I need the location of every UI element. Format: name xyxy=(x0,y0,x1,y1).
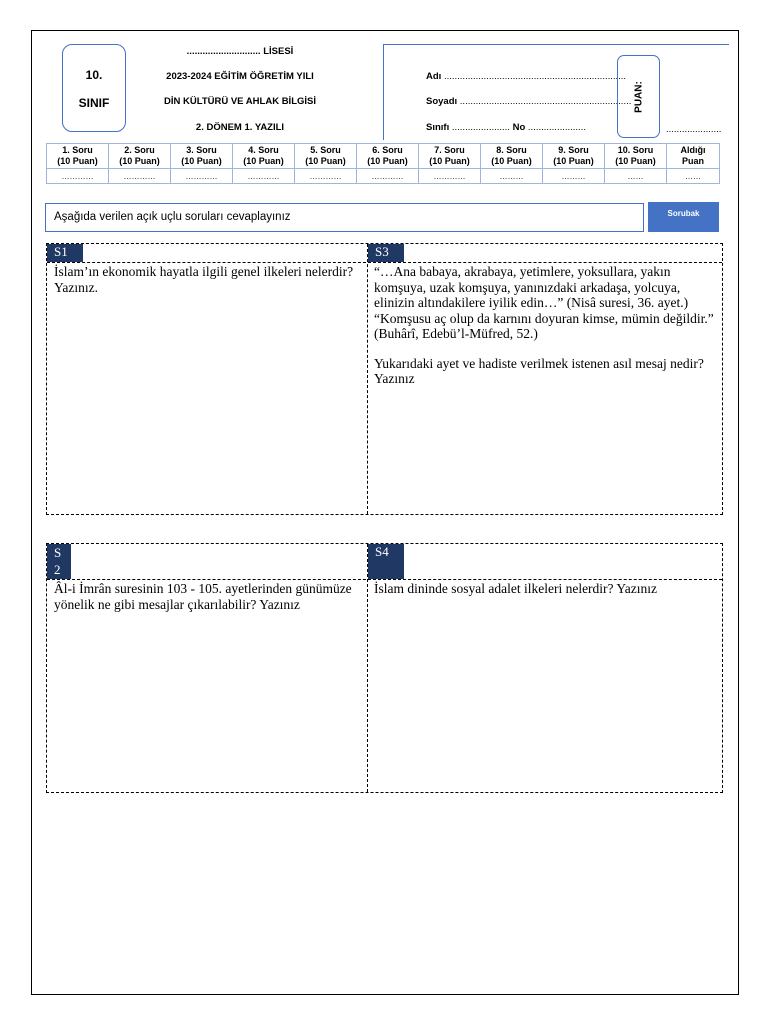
class-field-dots: ...................... xyxy=(451,122,510,133)
exam-title: 2. DÖNEM 1. YAZILI xyxy=(195,122,285,133)
course-name: DİN KÜLTÜRÜ VE AHLAK BİLGİSİ xyxy=(164,96,316,107)
sorubak-button[interactable]: Sorubak xyxy=(648,202,719,232)
score-cell[interactable]: ………… xyxy=(171,169,233,184)
student-name-field[interactable] xyxy=(426,71,626,82)
score-cell[interactable]: ………… xyxy=(47,169,109,184)
question-tag-s3: S3 xyxy=(368,244,404,262)
score-value-row xyxy=(47,169,720,184)
school-name: ............................ LİSESİ xyxy=(186,46,294,57)
score-cell[interactable]: ………… xyxy=(295,169,357,184)
academic-year: 2023-2024 EĞİTİM ÖĞRETİM YILI xyxy=(166,71,314,82)
puan-box xyxy=(617,55,660,138)
score-cell[interactable]: ……… xyxy=(481,169,543,184)
score-header-cell: 10. Soru (10 Puan) xyxy=(605,144,667,169)
info-border-left xyxy=(383,44,384,140)
surname-label: Soyadı xyxy=(426,96,458,107)
score-header-cell: 3. Soru (10 Puan) xyxy=(171,144,233,169)
column-divider xyxy=(367,244,368,514)
class-field-label: Sınıfı xyxy=(426,122,450,133)
score-cell[interactable]: ……… xyxy=(543,169,605,184)
score-cell[interactable]: ………… xyxy=(357,169,419,184)
question-tag-s2: S 2 xyxy=(47,544,71,579)
question-tag-s1: S1 xyxy=(47,244,83,262)
class-box xyxy=(62,44,126,132)
score-header-cell: 7. Soru (10 Puan) xyxy=(419,144,481,169)
score-header-row xyxy=(47,144,720,169)
question-text-s2: Âl-i İmrân suresinin 103 - 105. ayetlerinden günümüze yönelik ne gibi mesajlar çıkarılabilir? Yazınız xyxy=(54,581,352,612)
class-number: 10. xyxy=(85,68,103,82)
student-surname-field[interactable] xyxy=(426,96,631,107)
name-dots: ..................................................................... xyxy=(443,71,627,82)
no-dots: ...................... xyxy=(527,122,586,133)
question-text-s3 xyxy=(374,264,719,387)
score-header-cell: 4. Soru (10 Puan) xyxy=(233,144,295,169)
puan-dots: ..................... xyxy=(666,124,722,135)
instruction-box: Aşağıda verilen açık uçlu soruları cevaplayınız xyxy=(45,203,644,232)
score-cell[interactable]: ………… xyxy=(233,169,295,184)
score-header-cell: 1. Soru (10 Puan) xyxy=(47,144,109,169)
question-tag-s4: S4 xyxy=(368,544,404,579)
puan-label: PUAN: xyxy=(633,80,644,113)
score-header-cell: 8. Soru (10 Puan) xyxy=(481,144,543,169)
score-cell[interactable]: …… xyxy=(605,169,667,184)
s3-quote: “…Ana babaya, akrabaya, yetimlere, yoksullara, yakın komşuya, uzak komşuya, yanınızdaki arkadaşa, yolcuya, elinizin altındakilere iyilik edin…” (Nisâ suresi, 36. ayet.) “Komşusu aç olup da karnını doyuran kimse, mümin değildir.” (Buhârî, Edebü’l-Müfred, 52.) xyxy=(374,264,714,341)
surname-dots: ................................................................. xyxy=(459,96,632,107)
score-header-cell: 5. Soru (10 Puan) xyxy=(295,144,357,169)
score-cell[interactable]: …… xyxy=(667,169,720,184)
info-border-top xyxy=(383,44,729,45)
name-label: Adı xyxy=(426,71,442,82)
score-header-cell: Aldığı Puan xyxy=(667,144,720,169)
no-label: No xyxy=(512,122,526,133)
column-divider xyxy=(367,544,368,792)
score-header-cell: 6. Soru (10 Puan) xyxy=(357,144,419,169)
class-label: SINIF xyxy=(78,96,110,110)
s3-prompt: Yukarıdaki ayet ve hadiste verilmek istenen asıl mesaj nedir? Yazınız xyxy=(374,355,704,386)
score-table xyxy=(46,143,720,184)
score-header-cell: 2. Soru (10 Puan) xyxy=(109,144,171,169)
score-header-cell: 9. Soru (10 Puan) xyxy=(543,144,605,169)
score-cell[interactable]: ………… xyxy=(419,169,481,184)
question-text-s4: İslam dininde sosyal adalet ilkeleri nelerdir? Yazınız xyxy=(374,581,658,596)
question-text-s1: İslam’ın ekonomik hayatla ilgili genel ilkeleri nelerdir? Yazınız. xyxy=(54,264,354,295)
student-class-field[interactable] xyxy=(426,122,586,133)
score-cell[interactable]: ………… xyxy=(109,169,171,184)
